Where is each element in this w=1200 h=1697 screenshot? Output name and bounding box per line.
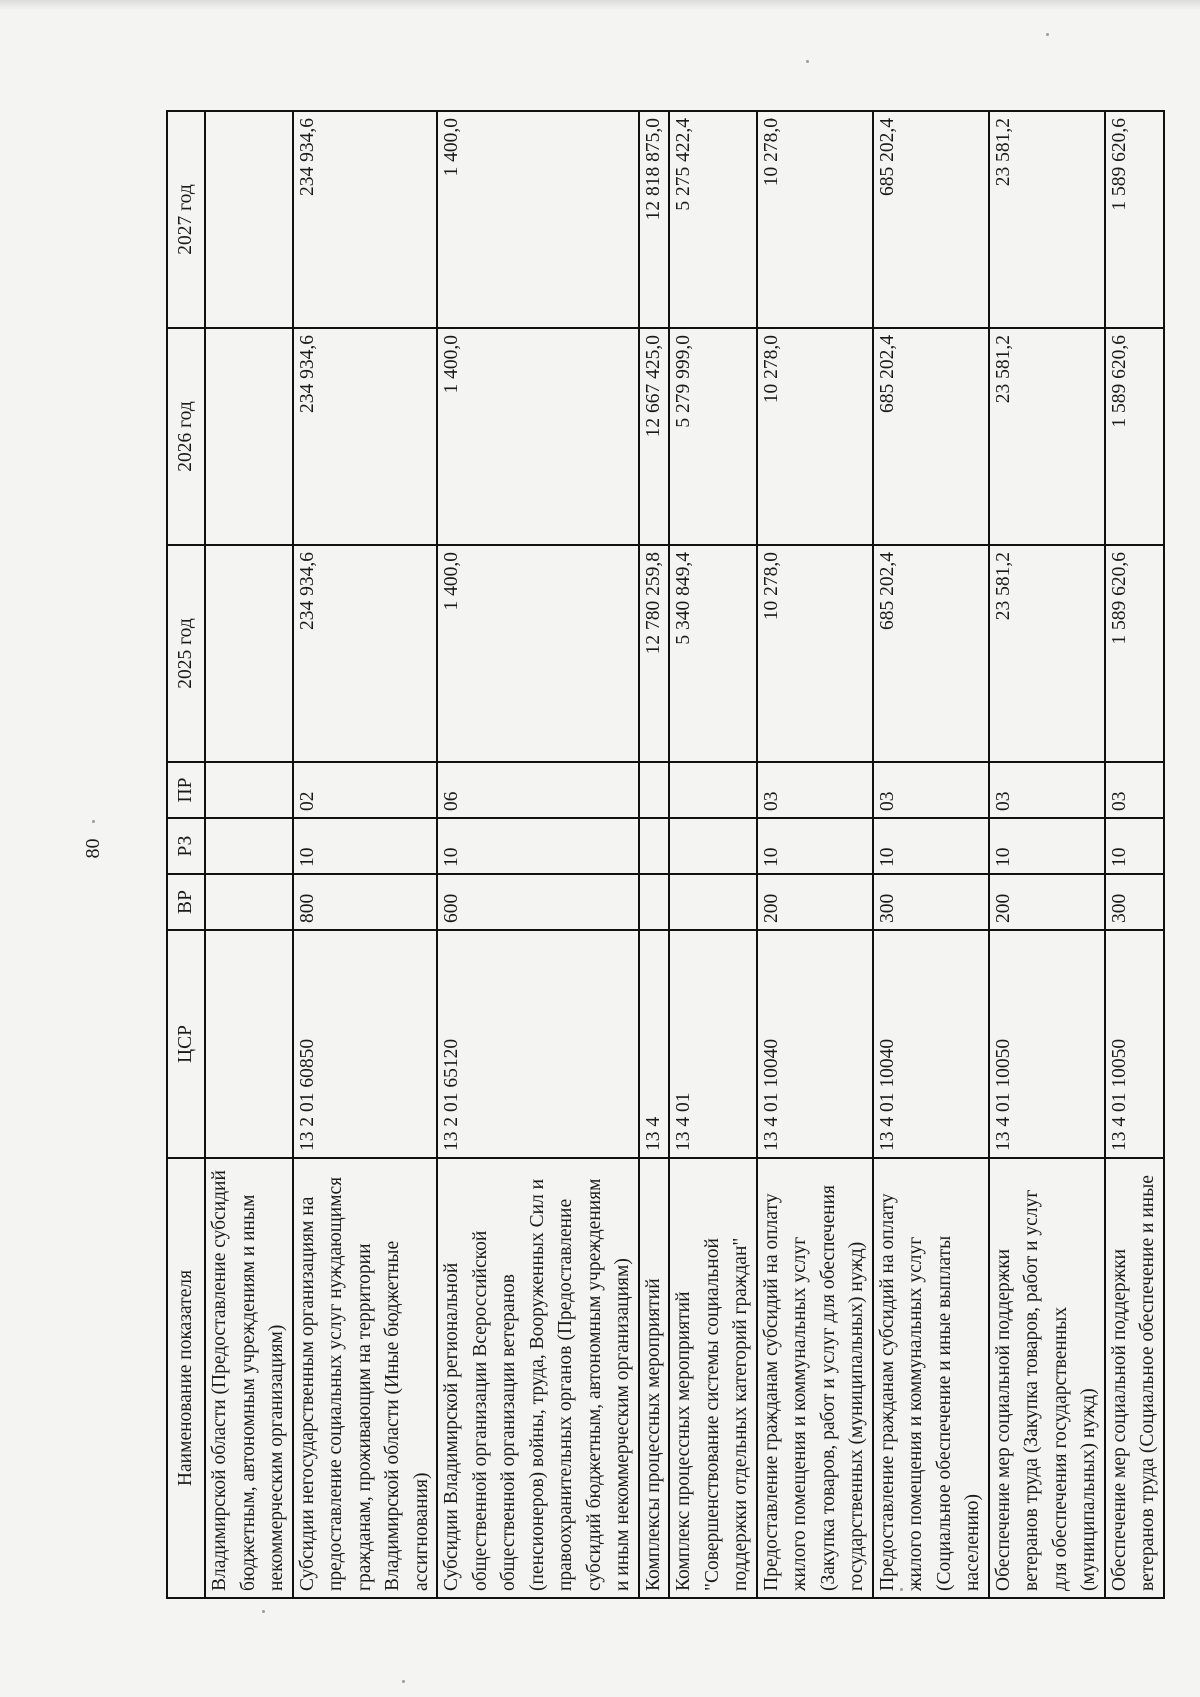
- page-number: 80: [82, 838, 104, 859]
- budget-table: [166, 110, 1165, 1599]
- cell-2027: 12 818 875,0: [639, 111, 670, 328]
- cell-2026: 12 667 425,0: [639, 328, 670, 545]
- cell-pr: 03: [757, 762, 873, 818]
- header-2025: 2025 год: [167, 545, 205, 762]
- cell-2025: 5 340 849,4: [669, 545, 757, 762]
- header-pr: ПР: [167, 762, 205, 818]
- cell-2027: 5 275 422,4: [669, 111, 757, 328]
- cell-name: Владимирской области (Предоставление субсидий бюджетным, автономным учреждениям и иным некоммерческим организациям): [205, 1158, 293, 1598]
- cell-pr: 06: [437, 762, 639, 818]
- table-row: [757, 111, 873, 1598]
- cell-csr: 13 4 01 10040: [757, 930, 873, 1158]
- cell-rz: 10: [437, 818, 639, 874]
- cell-vr: [639, 874, 670, 930]
- table-row: [989, 111, 1105, 1598]
- header-vr: ВР: [167, 874, 205, 930]
- cell-2027: 234 934,6: [293, 111, 438, 328]
- cell-csr: [205, 930, 293, 1158]
- cell-vr: 200: [989, 874, 1105, 930]
- cell-2027: 1 400,0: [437, 111, 639, 328]
- header-2027: 2027 год: [167, 111, 205, 328]
- cell-2025: 1 400,0: [437, 545, 639, 762]
- header-2026: 2026 год: [167, 328, 205, 545]
- cell-pr: 03: [873, 762, 989, 818]
- table-row: [669, 111, 757, 1598]
- cell-vr: 300: [873, 874, 989, 930]
- cell-vr: 800: [293, 874, 438, 930]
- cell-vr: [205, 874, 293, 930]
- cell-pr: 03: [1105, 762, 1164, 818]
- cell-2026: 1 589 620,6: [1105, 328, 1164, 545]
- table-row: [873, 111, 989, 1598]
- cell-2026: 685 202,4: [873, 328, 989, 545]
- cell-2025: 10 278,0: [757, 545, 873, 762]
- cell-name: Комплекс процессных мероприятий "Совершенствование системы социальной поддержки отдельных категорий граждан": [669, 1158, 757, 1598]
- cell-2025: 234 934,6: [293, 545, 438, 762]
- cell-vr: 300: [1105, 874, 1164, 930]
- cell-csr: 13 2 01 65120: [437, 930, 639, 1158]
- cell-csr: 13 4: [639, 930, 670, 1158]
- cell-2027: [205, 111, 293, 328]
- table-row: [639, 111, 670, 1598]
- cell-pr: 03: [989, 762, 1105, 818]
- header-row: [167, 111, 205, 1598]
- header-rz: РЗ: [167, 818, 205, 874]
- cell-name: Субсидии Владимирской региональной общественной организации Всероссийской общественной организации ветеранов (пенсионеров) войны, труда, Вооруженных Сил и правоохранительных органов (Предоставление субсидий бюджетным, автономным учреждениям и иным некоммерческим организациям): [437, 1158, 639, 1598]
- cell-2027: 1 589 620,6: [1105, 111, 1164, 328]
- cell-vr: 600: [437, 874, 639, 930]
- cell-2026: 1 400,0: [437, 328, 639, 545]
- cell-csr: 13 4 01 10050: [989, 930, 1105, 1158]
- cell-rz: 10: [989, 818, 1105, 874]
- cell-name: Обеспечение мер социальной поддержки ветеранов труда (Социальное обеспечение и иные: [1105, 1158, 1164, 1598]
- cell-2025: 12 780 259,8: [639, 545, 670, 762]
- cell-csr: 13 4 01 10050: [1105, 930, 1164, 1158]
- cell-name: Предоставление гражданам субсидий на оплату жилого помещения и коммунальных услуг (Закупка товаров, работ и услуг для обеспечения государственных (муниципальных) нужд): [757, 1158, 873, 1598]
- cell-2026: [205, 328, 293, 545]
- table-row: [1105, 111, 1164, 1598]
- cell-2026: 234 934,6: [293, 328, 438, 545]
- table-row: [293, 111, 438, 1598]
- cell-csr: 13 2 01 60850: [293, 930, 438, 1158]
- cell-rz: [205, 818, 293, 874]
- cell-rz: 10: [757, 818, 873, 874]
- cell-name: Субсидии негосударственным организациям на предоставление социальных услуг нуждающимся гражданам, проживающим на территории Владимирской области (Иные бюджетные ассигнования): [293, 1158, 438, 1598]
- cell-name: Обеспечение мер социальной поддержки ветеранов труда (Закупка товаров, работ и услуг для обеспечения государственных (муниципальных) нужд): [989, 1158, 1105, 1598]
- cell-vr: [669, 874, 757, 930]
- cell-rz: [639, 818, 670, 874]
- cell-pr: [669, 762, 757, 818]
- cell-2025: 1 589 620,6: [1105, 545, 1164, 762]
- cell-2027: 10 278,0: [757, 111, 873, 328]
- cell-csr: 13 4 01 10040: [873, 930, 989, 1158]
- cell-rz: [669, 818, 757, 874]
- cell-2025: 685 202,4: [873, 545, 989, 762]
- cell-pr: [205, 762, 293, 818]
- header-csr: ЦСР: [167, 930, 205, 1158]
- cell-pr: [639, 762, 670, 818]
- cell-pr: 02: [293, 762, 438, 818]
- cell-2025: 23 581,2: [989, 545, 1105, 762]
- cell-2025: [205, 545, 293, 762]
- cell-rz: 10: [1105, 818, 1164, 874]
- cell-rz: 10: [873, 818, 989, 874]
- cell-csr: 13 4 01: [669, 930, 757, 1158]
- header-name: Наименование показателя: [167, 1158, 205, 1598]
- cell-2027: 23 581,2: [989, 111, 1105, 328]
- table-row: [205, 111, 293, 1598]
- cell-rz: 10: [293, 818, 438, 874]
- cell-name: Комплексы процессных мероприятий: [639, 1158, 670, 1598]
- cell-2027: 685 202,4: [873, 111, 989, 328]
- cell-2026: 23 581,2: [989, 328, 1105, 545]
- table-row: [437, 111, 639, 1598]
- cell-name: Предоставление гражданам субсидий на оплату жилого помещения и коммунальных услуг (Социальное обеспечение и иные выплаты населению): [873, 1158, 989, 1598]
- cell-2026: 5 279 999,0: [669, 328, 757, 545]
- cell-2026: 10 278,0: [757, 328, 873, 545]
- cell-vr: 200: [757, 874, 873, 930]
